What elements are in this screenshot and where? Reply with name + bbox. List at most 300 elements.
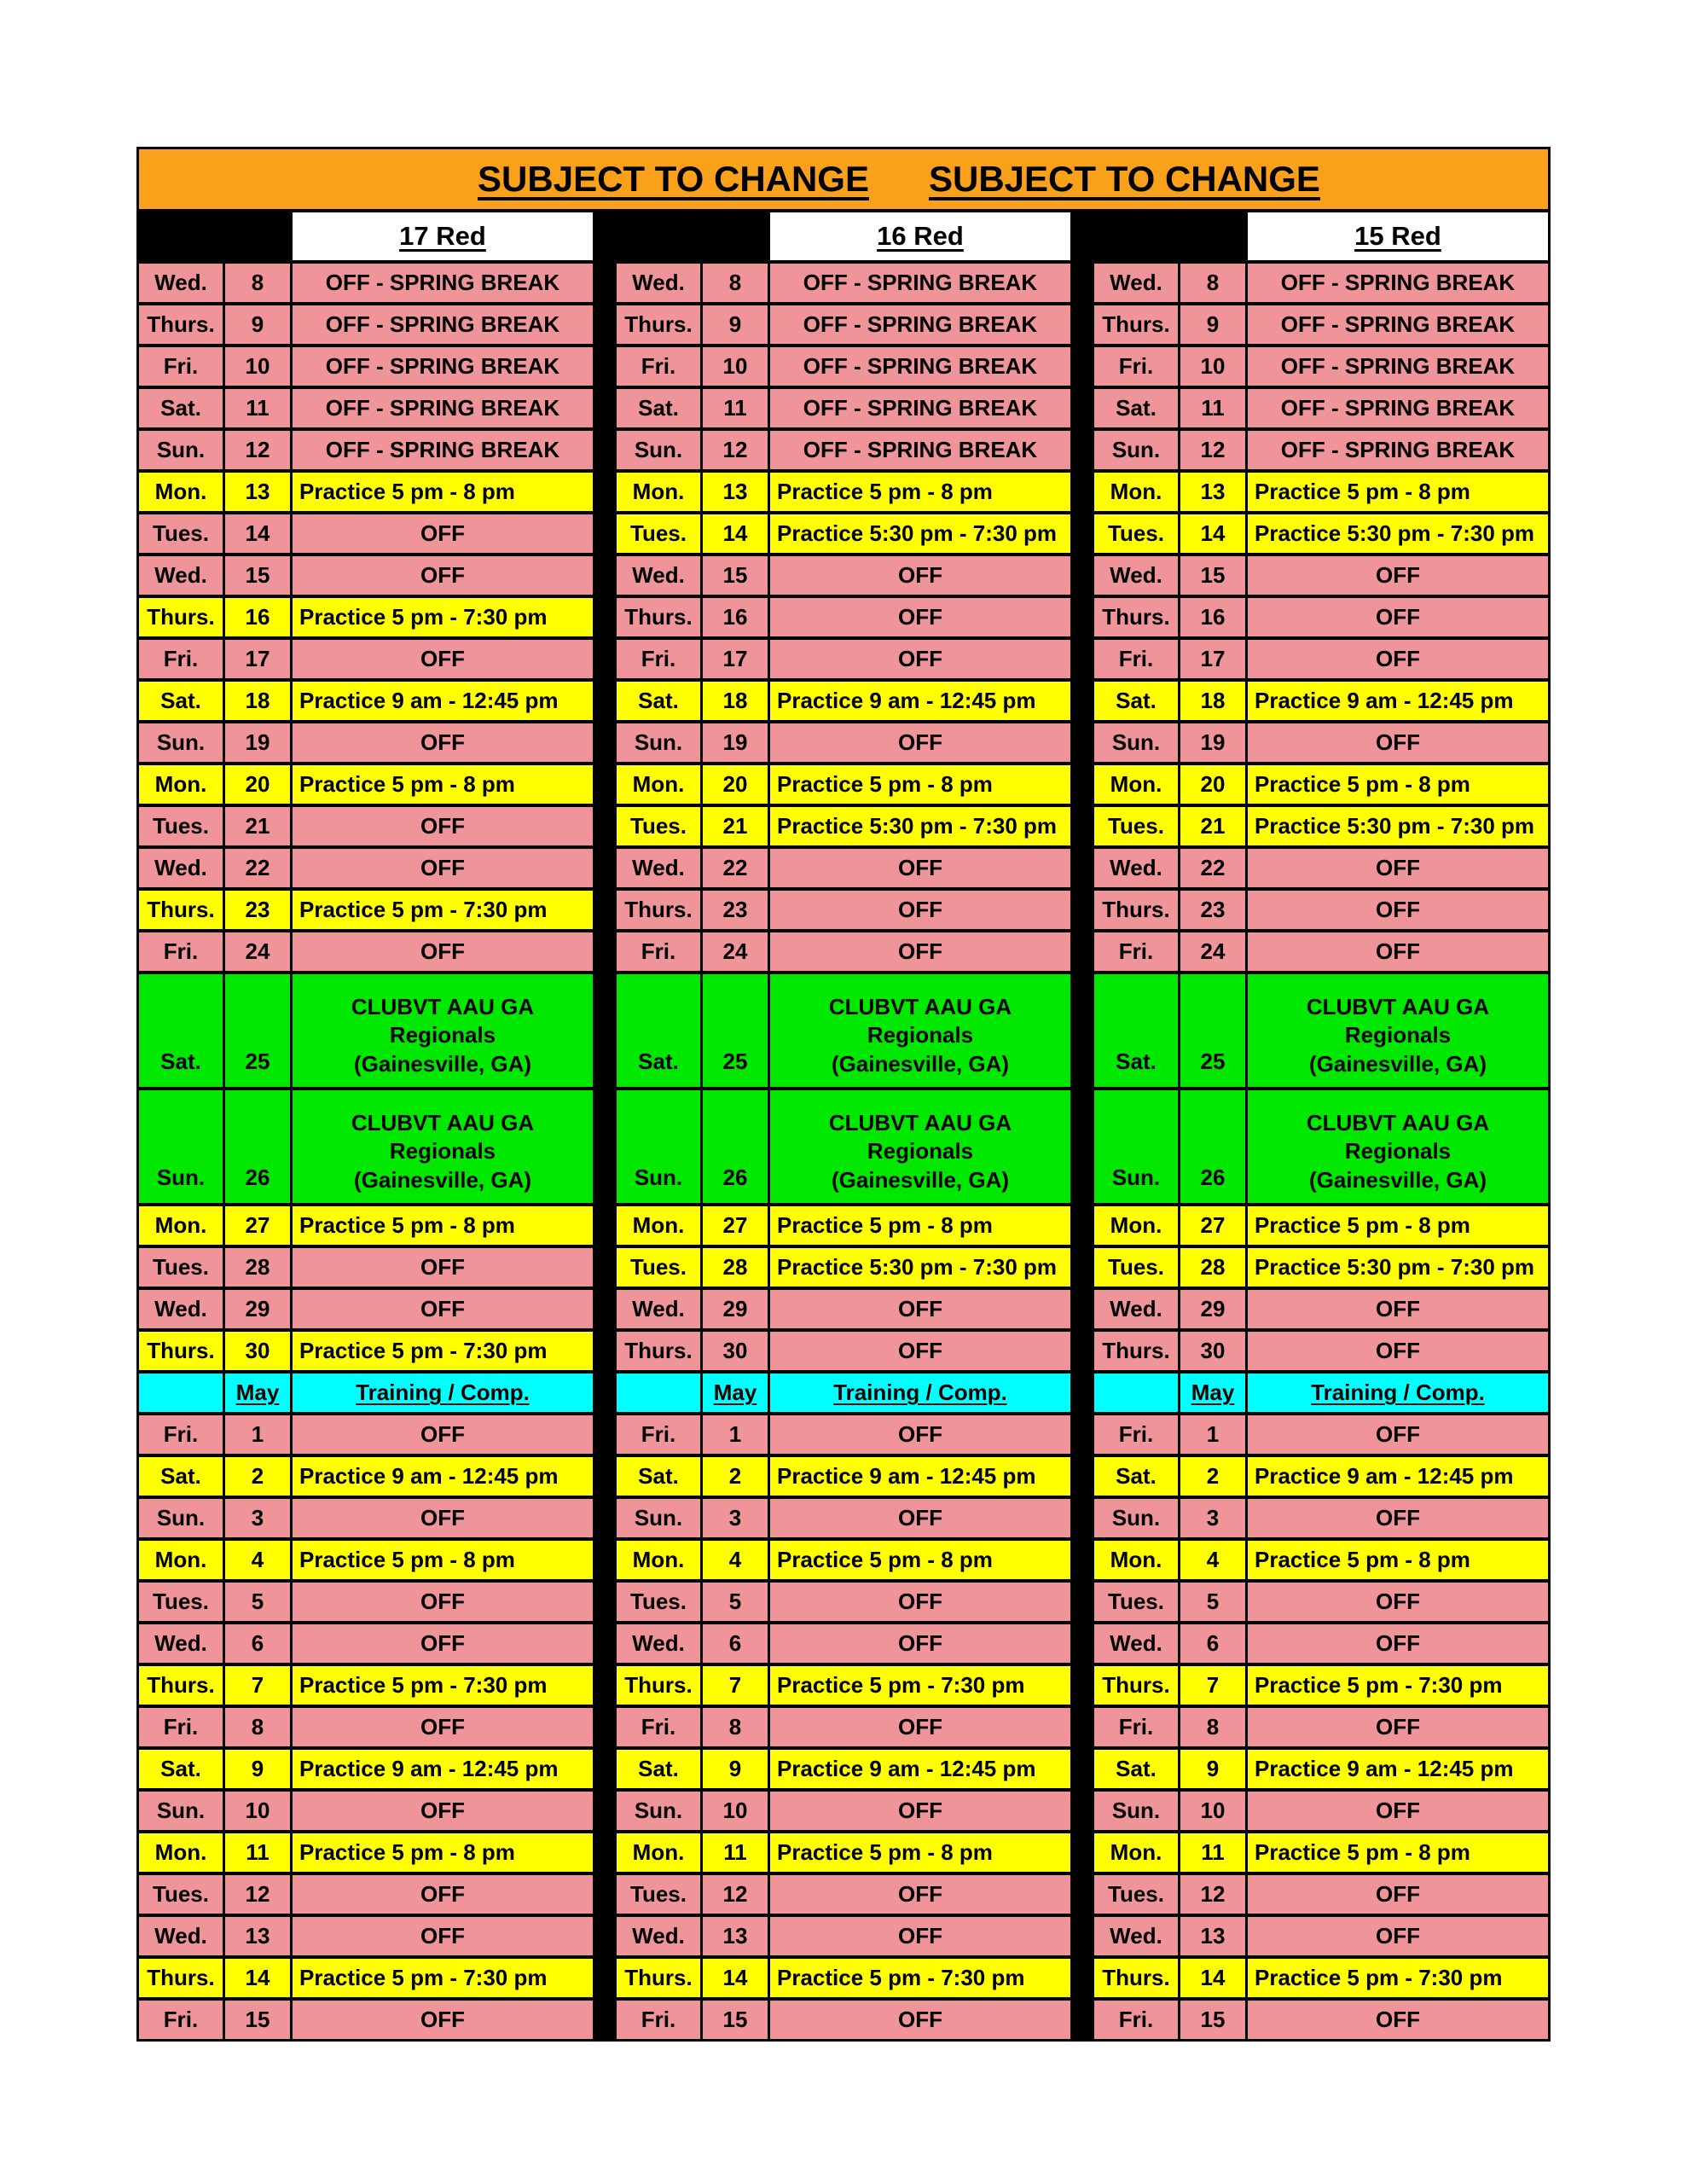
day-cell: Tues. [1094, 1248, 1178, 1287]
date-cell: 26 [225, 1090, 290, 1203]
entry-cell: OFF - SPRING BREAK [1248, 264, 1548, 302]
entry-cell: OFF - SPRING BREAK [770, 264, 1070, 302]
entry-cell: OFF - SPRING BREAK [770, 305, 1070, 344]
event-cell [770, 1090, 1070, 1203]
date-cell: 14 [1180, 514, 1245, 553]
date-cell: 8 [1180, 264, 1245, 302]
date-cell: 15 [225, 556, 290, 595]
date-cell: 3 [1180, 1499, 1245, 1537]
column-separator [595, 2001, 614, 2039]
date-cell: 12 [703, 431, 768, 469]
date-cell [703, 1374, 768, 1412]
column-separator [595, 347, 614, 386]
banner-text-2: SUBJECT TO CHANGE [929, 159, 1320, 199]
entry-cell: Practice 9 am - 12:45 pm [293, 1750, 593, 1788]
day-cell: Sat. [139, 389, 223, 427]
column-separator [1073, 1875, 1092, 1914]
date-cell: 17 [1180, 640, 1245, 678]
entry-cell: OFF [293, 1917, 593, 1955]
entry-cell: OFF [1248, 1415, 1548, 1454]
date-cell: 18 [703, 682, 768, 720]
entry-cell: OFF - SPRING BREAK [1248, 389, 1548, 427]
entry-cell: OFF - SPRING BREAK [770, 347, 1070, 386]
day-cell: Wed. [617, 556, 700, 595]
entry-cell: OFF - SPRING BREAK [1248, 305, 1548, 344]
entry-cell: Practice 5 pm - 8 pm [1248, 765, 1548, 804]
entry-cell: Practice 5 pm - 7:30 pm [770, 1666, 1070, 1705]
entry-cell: OFF [293, 1290, 593, 1328]
date-cell: 25 [225, 974, 290, 1087]
day-cell: Thurs. [1094, 891, 1178, 929]
column-separator [1073, 682, 1092, 720]
day-cell: Tues. [617, 1583, 700, 1621]
date-cell: 23 [1180, 891, 1245, 929]
date-cell: 13 [225, 473, 290, 511]
date-cell: 5 [225, 1583, 290, 1621]
date-cell: 12 [1180, 1875, 1245, 1914]
day-cell: Mon. [1094, 1541, 1178, 1579]
entry-cell: Practice 5:30 pm - 7:30 pm [1248, 1248, 1548, 1287]
event-line: CLUBVT AAU GA [828, 994, 1012, 1020]
entry-cell: OFF [1248, 556, 1548, 595]
day-cell: Sun. [617, 723, 700, 762]
entry-cell: OFF - SPRING BREAK [1248, 347, 1548, 386]
entry-cell: Practice 5 pm - 8 pm [1248, 1833, 1548, 1872]
entry-cell: OFF [770, 2001, 1070, 2039]
day-cell: Mon. [1094, 1206, 1178, 1245]
event-cell [1248, 974, 1548, 1087]
month-label: May [713, 1380, 757, 1405]
date-cell: 22 [703, 849, 768, 887]
day-cell: Sat. [1094, 682, 1178, 720]
date-cell: 3 [703, 1499, 768, 1537]
date-cell: 14 [703, 514, 768, 553]
team-header-16-red: 16 Red [770, 212, 1070, 260]
date-cell: 18 [1180, 682, 1245, 720]
day-cell: Sun. [139, 1792, 223, 1830]
column-separator [595, 1541, 614, 1579]
column-separator [595, 1750, 614, 1788]
entry-cell: OFF [770, 598, 1070, 636]
event-line: Regionals [389, 1022, 496, 1048]
entry-cell: OFF [770, 640, 1070, 678]
entry-cell: OFF - SPRING BREAK [293, 264, 593, 302]
date-cell: 8 [225, 264, 290, 302]
day-cell: Sat. [617, 682, 700, 720]
day-cell: Thurs. [617, 1332, 700, 1370]
column-separator [595, 1583, 614, 1621]
entry-cell: OFF - SPRING BREAK [293, 347, 593, 386]
column-separator [1073, 1374, 1092, 1412]
day-cell [1094, 1374, 1178, 1412]
entry-cell: OFF [1248, 932, 1548, 971]
subject-to-change-banner [139, 149, 1548, 209]
entry-cell: OFF [770, 1499, 1070, 1537]
day-cell: Mon. [617, 1206, 700, 1245]
day-cell: Fri. [617, 640, 700, 678]
date-cell: 9 [703, 305, 768, 344]
column-separator [1073, 1457, 1092, 1496]
entry-cell: OFF [770, 1624, 1070, 1663]
day-cell: Sat. [1094, 1457, 1178, 1496]
entry-cell: OFF [770, 1875, 1070, 1914]
column-separator [595, 932, 614, 971]
column-separator [595, 1374, 614, 1412]
team-header-spacer [617, 212, 768, 260]
column-separator [595, 1332, 614, 1370]
day-cell: Thurs. [139, 891, 223, 929]
day-cell: Sun. [139, 1090, 223, 1203]
column-separator [595, 1959, 614, 1997]
entry-cell: OFF [293, 514, 593, 553]
date-cell: 1 [703, 1415, 768, 1454]
entry-cell: OFF [293, 1499, 593, 1537]
day-cell: Fri. [139, 932, 223, 971]
date-cell [1180, 1374, 1245, 1412]
date-cell: 21 [225, 807, 290, 845]
day-cell: Wed. [1094, 556, 1178, 595]
date-cell: 17 [703, 640, 768, 678]
event-line: CLUBVT AAU GA [351, 1110, 535, 1136]
date-cell: 13 [703, 473, 768, 511]
entry-cell: Practice 5 pm - 8 pm [1248, 473, 1548, 511]
date-cell: 9 [225, 1750, 290, 1788]
event-line: CLUBVT AAU GA [1306, 994, 1490, 1020]
date-cell: 13 [1180, 1917, 1245, 1955]
month-desc-cell [770, 1374, 1070, 1412]
day-cell: Fri. [617, 2001, 700, 2039]
date-cell: 10 [225, 347, 290, 386]
column-separator [1073, 1959, 1092, 1997]
entry-cell: Practice 5:30 pm - 7:30 pm [770, 514, 1070, 553]
day-cell: Wed. [139, 849, 223, 887]
date-cell: 28 [703, 1248, 768, 1287]
date-cell: 7 [703, 1666, 768, 1705]
column-separator [1073, 640, 1092, 678]
date-cell: 28 [225, 1248, 290, 1287]
date-cell: 1 [225, 1415, 290, 1454]
day-cell: Thurs. [617, 1666, 700, 1705]
column-separator [1073, 212, 1092, 260]
date-cell: 11 [1180, 1833, 1245, 1872]
schedule-table [136, 147, 1551, 2042]
date-cell: 7 [1180, 1666, 1245, 1705]
day-cell: Wed. [139, 264, 223, 302]
day-cell: Wed. [139, 1290, 223, 1328]
entry-cell: Practice 5 pm - 8 pm [293, 1833, 593, 1872]
entry-cell: OFF [293, 1583, 593, 1621]
column-separator [595, 1457, 614, 1496]
date-cell: 10 [703, 347, 768, 386]
column-separator [1073, 849, 1092, 887]
column-separator [1073, 1708, 1092, 1746]
team-header-15-red: 15 Red [1248, 212, 1548, 260]
day-cell: Thurs. [139, 305, 223, 344]
entry-cell: OFF [1248, 598, 1548, 636]
date-cell: 11 [225, 1833, 290, 1872]
entry-cell: Practice 5:30 pm - 7:30 pm [770, 1248, 1070, 1287]
day-cell: Mon. [139, 473, 223, 511]
date-cell: 22 [225, 849, 290, 887]
day-cell: Tues. [1094, 514, 1178, 553]
event-cell [770, 974, 1070, 1087]
date-cell: 19 [225, 723, 290, 762]
date-cell: 24 [703, 932, 768, 971]
date-cell: 11 [703, 1833, 768, 1872]
day-cell [617, 1374, 700, 1412]
date-cell: 10 [225, 1792, 290, 1830]
day-cell: Sun. [1094, 1090, 1178, 1203]
column-separator [595, 1792, 614, 1830]
date-cell: 29 [703, 1290, 768, 1328]
entry-cell: Practice 9 am - 12:45 pm [770, 1750, 1070, 1788]
day-cell: Wed. [1094, 264, 1178, 302]
column-separator [1073, 1792, 1092, 1830]
day-cell: Thurs. [1094, 1666, 1178, 1705]
day-cell: Fri. [139, 640, 223, 678]
column-separator [595, 765, 614, 804]
column-separator [1073, 1541, 1092, 1579]
column-separator [1073, 891, 1092, 929]
entry-cell: OFF [293, 1415, 593, 1454]
entry-cell: Practice 5 pm - 7:30 pm [293, 1959, 593, 1997]
date-cell: 11 [703, 389, 768, 427]
column-separator [1073, 1290, 1092, 1328]
entry-cell: Practice 9 am - 12:45 pm [770, 1457, 1070, 1496]
entry-cell: OFF - SPRING BREAK [770, 389, 1070, 427]
day-cell: Mon. [1094, 765, 1178, 804]
day-cell: Sun. [139, 723, 223, 762]
date-cell: 6 [703, 1624, 768, 1663]
column-separator [595, 807, 614, 845]
month-desc-cell [293, 1374, 593, 1412]
date-cell: 4 [703, 1541, 768, 1579]
day-cell: Sat. [617, 389, 700, 427]
day-cell: Thurs. [617, 305, 700, 344]
entry-cell: OFF [293, 807, 593, 845]
entry-cell: Practice 9 am - 12:45 pm [770, 682, 1070, 720]
entry-cell: Practice 9 am - 12:45 pm [293, 1457, 593, 1496]
day-cell: Wed. [1094, 1624, 1178, 1663]
event-line: CLUBVT AAU GA [1306, 1110, 1490, 1136]
date-cell: 18 [225, 682, 290, 720]
column-separator [1073, 389, 1092, 427]
event-line: (Gainesville, GA) [1308, 1166, 1487, 1193]
date-cell: 13 [703, 1917, 768, 1955]
day-cell: Thurs. [1094, 598, 1178, 636]
event-line: (Gainesville, GA) [831, 1166, 1010, 1193]
day-cell: Thurs. [1094, 305, 1178, 344]
day-cell: Wed. [1094, 1290, 1178, 1328]
column-separator [595, 556, 614, 595]
column-separator [1073, 807, 1092, 845]
month-desc-label: Training / Comp. [356, 1380, 530, 1405]
date-cell: 14 [1180, 1959, 1245, 1997]
entry-cell: Practice 9 am - 12:45 pm [293, 682, 593, 720]
date-cell: 9 [1180, 305, 1245, 344]
entry-cell: OFF [1248, 1708, 1548, 1746]
column-separator [595, 389, 614, 427]
day-cell: Sat. [1094, 1750, 1178, 1788]
date-cell: 15 [703, 556, 768, 595]
day-cell: Wed. [617, 1917, 700, 1955]
entry-cell: Practice 5 pm - 8 pm [770, 1541, 1070, 1579]
day-cell: Wed. [139, 556, 223, 595]
day-cell: Thurs. [617, 891, 700, 929]
column-separator [1073, 974, 1092, 1087]
day-cell: Thurs. [139, 1959, 223, 1997]
date-cell: 24 [225, 932, 290, 971]
column-separator [1073, 556, 1092, 595]
event-cell [293, 974, 593, 1087]
entry-cell: Practice 5 pm - 7:30 pm [293, 598, 593, 636]
entry-cell: OFF [293, 1875, 593, 1914]
day-cell: Sat. [139, 682, 223, 720]
column-separator [595, 1090, 614, 1203]
month-label: May [235, 1380, 280, 1405]
date-cell: 30 [1180, 1332, 1245, 1370]
entry-cell: OFF [770, 1415, 1070, 1454]
day-cell: Sun. [1094, 1499, 1178, 1537]
day-cell: Sun. [139, 431, 223, 469]
date-cell: 24 [1180, 932, 1245, 971]
entry-cell: OFF [1248, 1332, 1548, 1370]
column-separator [595, 1917, 614, 1955]
date-cell: 9 [225, 305, 290, 344]
day-cell: Mon. [617, 473, 700, 511]
day-cell: Wed. [139, 1917, 223, 1955]
day-cell: Wed. [1094, 1917, 1178, 1955]
entry-cell: OFF [1248, 1290, 1548, 1328]
day-cell: Sun. [617, 1499, 700, 1537]
entry-cell: Practice 5 pm - 8 pm [770, 765, 1070, 804]
column-separator [595, 891, 614, 929]
day-cell: Fri. [139, 1415, 223, 1454]
day-cell: Fri. [1094, 2001, 1178, 2039]
entry-cell: OFF [770, 1917, 1070, 1955]
date-cell: 9 [703, 1750, 768, 1788]
entry-cell: Practice 5 pm - 8 pm [293, 473, 593, 511]
day-cell: Sun. [139, 1499, 223, 1537]
column-separator [595, 1415, 614, 1454]
event-line: Regionals [867, 1138, 974, 1165]
day-cell: Mon. [617, 1833, 700, 1872]
column-separator [595, 1833, 614, 1872]
column-separator [595, 305, 614, 344]
entry-cell: OFF [770, 723, 1070, 762]
column-separator [595, 473, 614, 511]
entry-cell: Practice 5:30 pm - 7:30 pm [770, 807, 1070, 845]
entry-cell: Practice 9 am - 12:45 pm [1248, 682, 1548, 720]
date-cell: 6 [225, 1624, 290, 1663]
entry-cell: OFF [1248, 891, 1548, 929]
column-separator [1073, 473, 1092, 511]
column-separator [1073, 1917, 1092, 1955]
date-cell: 30 [225, 1332, 290, 1370]
entry-cell: OFF [293, 932, 593, 971]
entry-cell: OFF [1248, 849, 1548, 887]
event-line: (Gainesville, GA) [1308, 1050, 1487, 1077]
date-cell: 29 [225, 1290, 290, 1328]
entry-cell: OFF [1248, 1583, 1548, 1621]
date-cell: 15 [225, 2001, 290, 2039]
day-cell: Sat. [617, 974, 700, 1087]
entry-cell: Practice 5 pm - 7:30 pm [770, 1959, 1070, 1997]
entry-cell: Practice 5 pm - 8 pm [770, 1833, 1070, 1872]
day-cell: Fri. [139, 2001, 223, 2039]
entry-cell: Practice 5 pm - 7:30 pm [293, 1332, 593, 1370]
day-cell: Thurs. [139, 1332, 223, 1370]
date-cell: 15 [703, 2001, 768, 2039]
date-cell: 7 [225, 1666, 290, 1705]
day-cell: Fri. [617, 1708, 700, 1746]
day-cell: Tues. [617, 807, 700, 845]
day-cell: Sat. [1094, 389, 1178, 427]
column-separator [1073, 1332, 1092, 1370]
date-cell: 29 [1180, 1290, 1245, 1328]
date-cell: 16 [1180, 598, 1245, 636]
column-separator [595, 1708, 614, 1746]
entry-cell: Practice 5:30 pm - 7:30 pm [1248, 514, 1548, 553]
date-cell: 11 [225, 389, 290, 427]
day-cell: Wed. [617, 1624, 700, 1663]
date-cell: 6 [1180, 1624, 1245, 1663]
day-cell: Tues. [139, 1875, 223, 1914]
entry-cell: OFF [293, 1624, 593, 1663]
column-separator [1073, 723, 1092, 762]
day-cell: Fri. [617, 1415, 700, 1454]
day-cell: Tues. [1094, 1583, 1178, 1621]
date-cell: 28 [1180, 1248, 1245, 1287]
column-separator [595, 264, 614, 302]
entry-cell: OFF [770, 1792, 1070, 1830]
date-cell: 12 [1180, 431, 1245, 469]
event-line: (Gainesville, GA) [353, 1166, 532, 1193]
day-cell: Fri. [139, 347, 223, 386]
column-separator [1073, 264, 1092, 302]
day-cell [139, 1374, 223, 1412]
day-cell: Fri. [1094, 932, 1178, 971]
entry-cell: OFF [770, 1708, 1070, 1746]
entry-cell: Practice 5 pm - 8 pm [293, 1541, 593, 1579]
entry-cell: OFF - SPRING BREAK [293, 431, 593, 469]
column-separator [1073, 1583, 1092, 1621]
month-label: May [1191, 1380, 1235, 1405]
date-cell: 12 [225, 1875, 290, 1914]
entry-cell: OFF [1248, 2001, 1548, 2039]
column-separator [595, 1875, 614, 1914]
column-separator [595, 1206, 614, 1245]
day-cell: Tues. [139, 807, 223, 845]
column-separator [1073, 1833, 1092, 1872]
date-cell: 20 [1180, 765, 1245, 804]
date-cell: 23 [703, 891, 768, 929]
day-cell: Fri. [617, 347, 700, 386]
column-separator [595, 514, 614, 553]
date-cell: 21 [703, 807, 768, 845]
day-cell: Sun. [1094, 723, 1178, 762]
entry-cell: Practice 9 am - 12:45 pm [1248, 1457, 1548, 1496]
column-separator [595, 1624, 614, 1663]
entry-cell: OFF [293, 556, 593, 595]
day-cell: Sun. [1094, 431, 1178, 469]
column-separator [595, 1499, 614, 1537]
entry-cell: Practice 5:30 pm - 7:30 pm [1248, 807, 1548, 845]
entry-cell: OFF [1248, 1917, 1548, 1955]
entry-cell: OFF [293, 2001, 593, 2039]
day-cell: Sun. [617, 1792, 700, 1830]
day-cell: Fri. [1094, 347, 1178, 386]
